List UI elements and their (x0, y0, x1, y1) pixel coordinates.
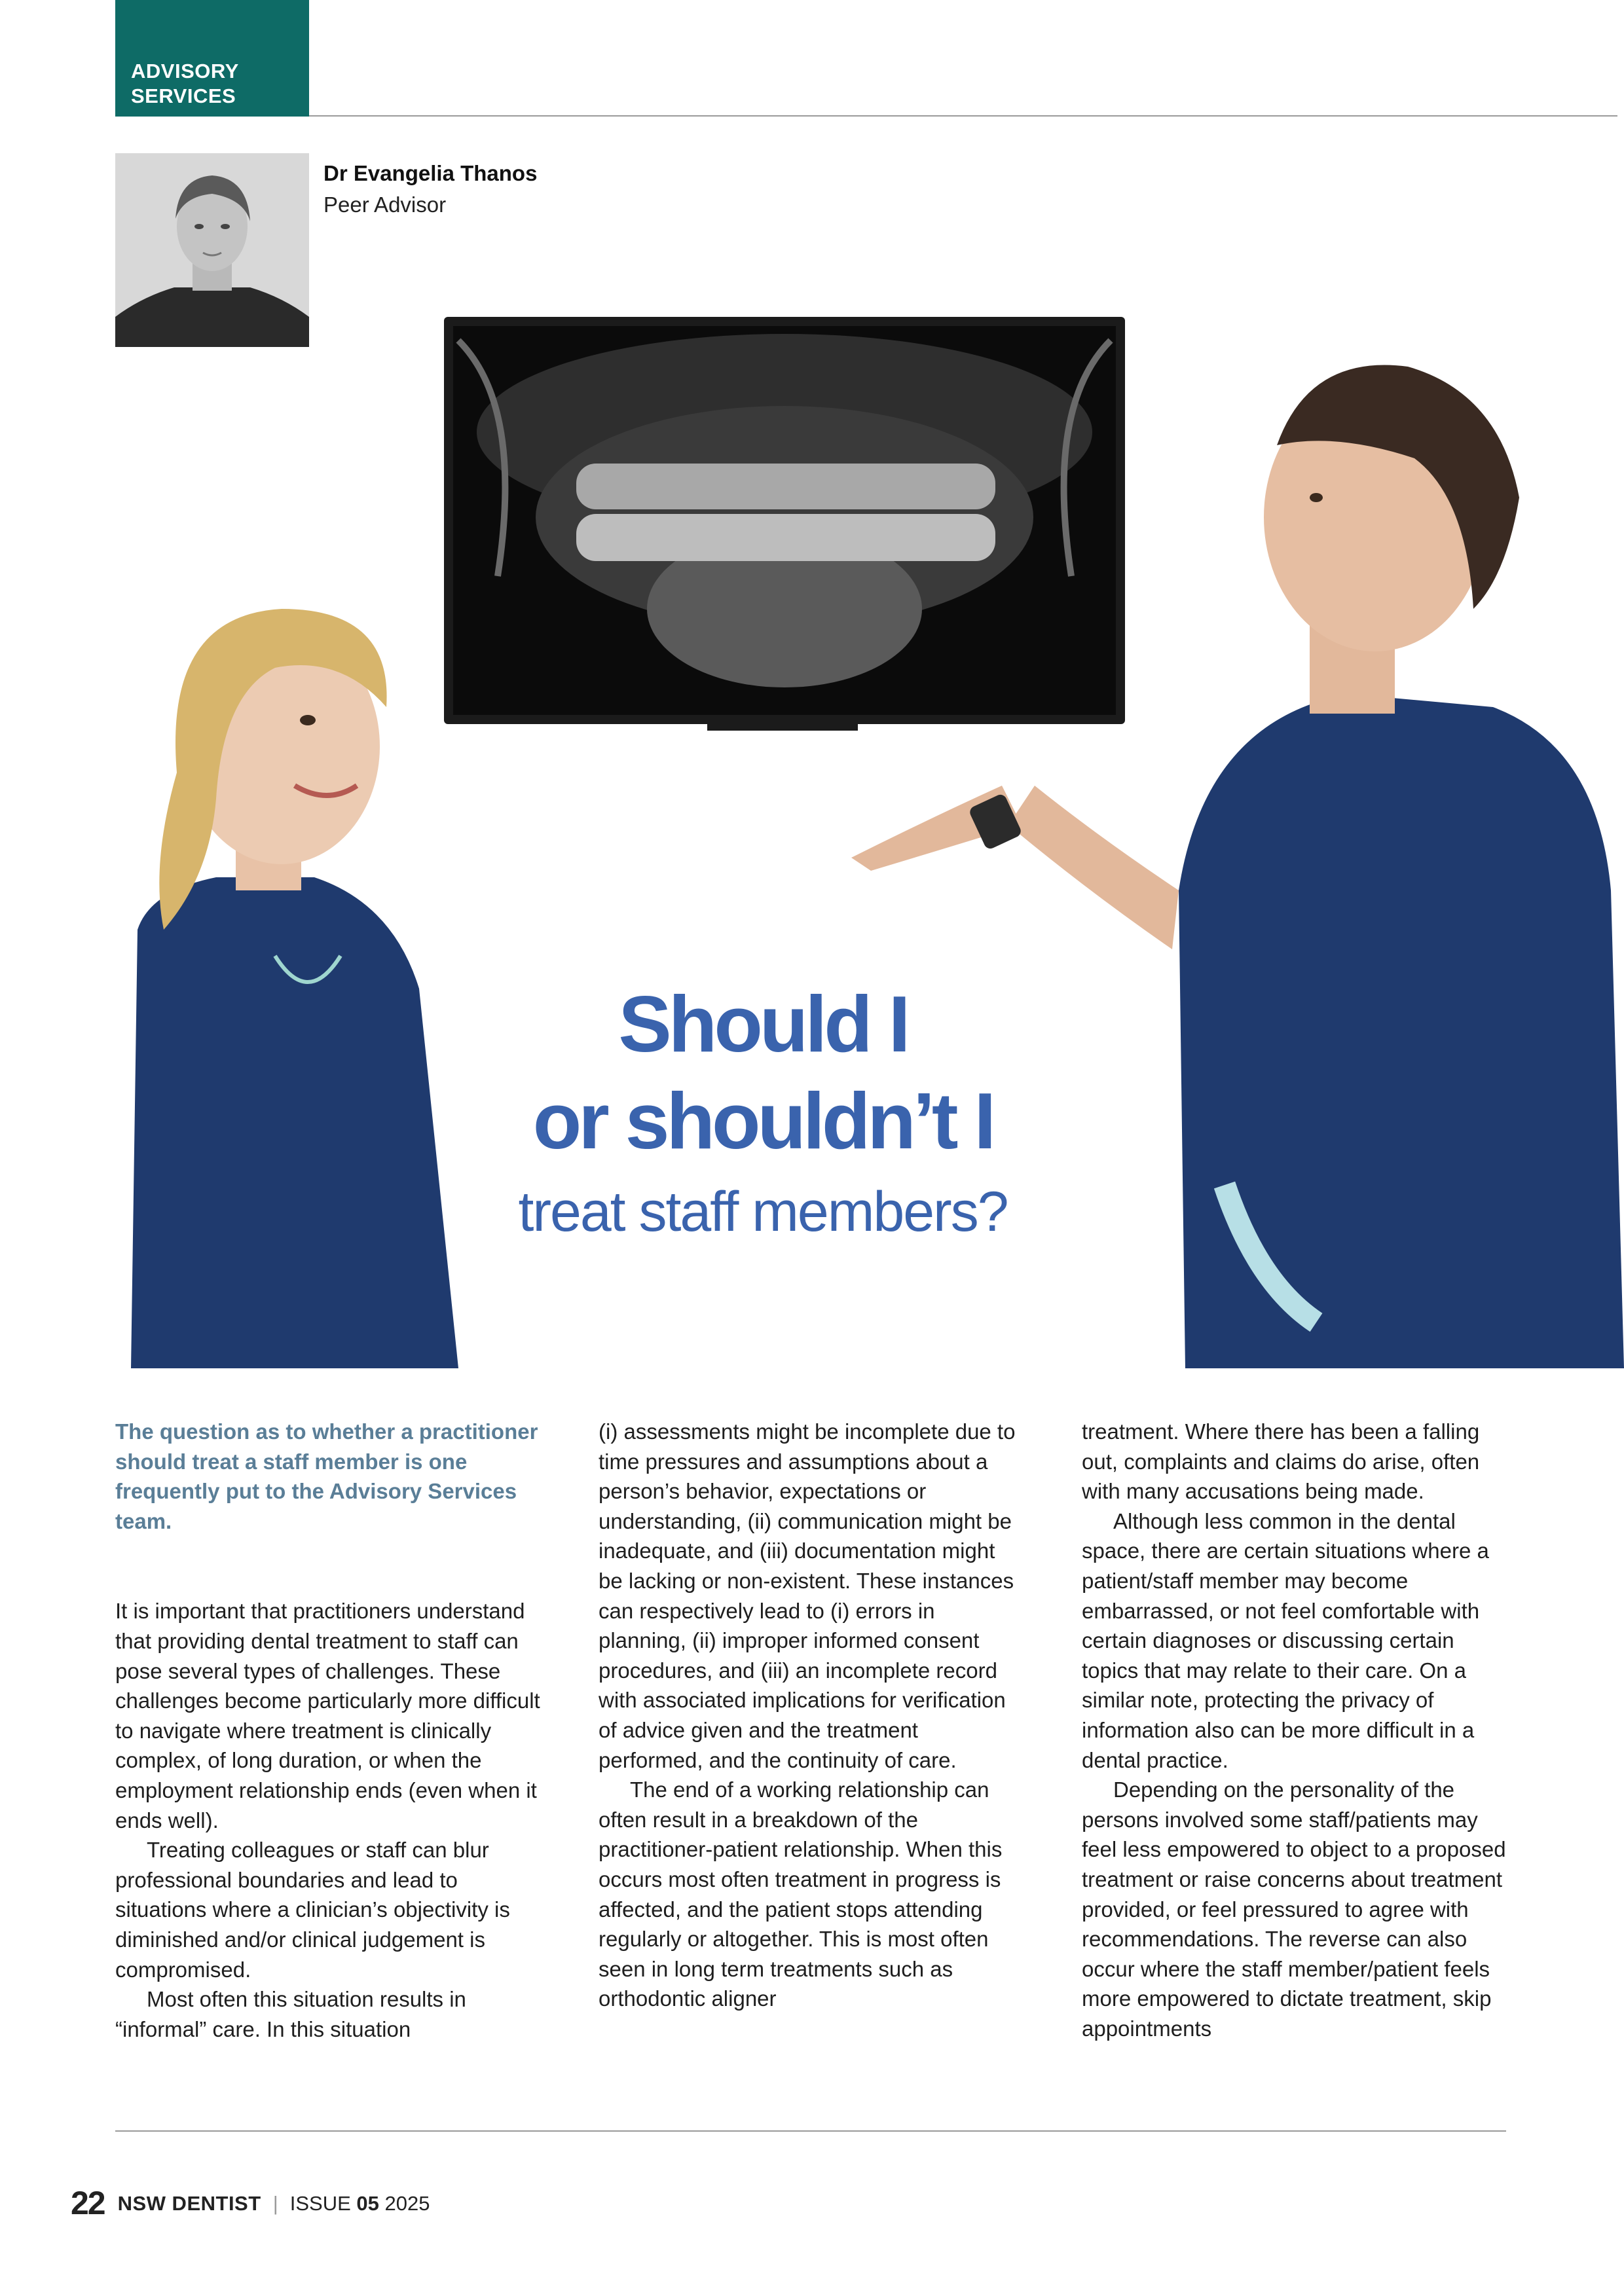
author-role: Peer Advisor (323, 192, 447, 217)
body-column-1 (115, 1417, 541, 2044)
xray-monitor (444, 317, 1125, 731)
body-paragraph: Most often this situation results in “informal” care. In this situation (115, 1987, 466, 2041)
issue-year: 2025 (384, 2192, 430, 2215)
header-rule (309, 115, 1617, 117)
standfirst: The question as to whether a practitioner should treat a staff member is one frequently put to the Advisory Services team. (115, 1419, 538, 1533)
body-paragraph: Although less common in the dental space, there are certain situations where a patient/staff member may become embarrassed, or not feel comfortable with certain diagnoses or discussing certain topics that may relate to their care. On a similar note, protecting the privacy of information also can be more difficult in a dental practice. (1082, 1508, 1489, 1772)
body-column-3 (1082, 1417, 1507, 2043)
article-headline (327, 975, 1198, 1254)
author-name: Dr Evangelia Thanos (323, 161, 538, 185)
section-label-line2: SERVICES (131, 84, 236, 107)
headline-subline: treat staff members? (518, 1180, 1008, 1243)
footer-separator: | (272, 2192, 278, 2215)
body-paragraph: It is important that practitioners understand that providing dental treatment to staff can pose several types of challenges. These challenges become particularly more difficult to navigate where treatment is clinically complex, of long duration, or when the employment relationship ends (even when it ends well). (115, 1599, 540, 1832)
issue-label: ISSUE (289, 2192, 351, 2215)
body-paragraph: Treating colleagues or staff can blur professional boundaries and lead to situations where a clinician’s objectivity is diminished and/or clinical judgement is compromised. (115, 1838, 510, 1982)
issue-number: 05 (356, 2192, 379, 2215)
body-paragraph: (i) assessments might be incomplete due to time pressures and assumptions about a person’s behavior, expectations or understanding, (ii) communication might be inadequate, and (iii) documentation might be lacking or non-existent. These instances can respectively lead to (i) errors in planning, (ii) improper informed consent procedures, and (iii) an incomplete record with associated implications for verification of advice given and the treatment performed, and the continuity of care. (599, 1419, 1016, 1772)
page-footer (71, 2184, 430, 2222)
body-paragraph: The end of a working relationship can often result in a breakdown of the practitioner-patient relationship. When this occurs most often treatment in progress is affected, and the patient stops attending regularly or altogether. This is most often seen in long term treatments such as orthodontic aligner (599, 1777, 1003, 2011)
headline-line1: Should I (618, 979, 908, 1068)
section-label-line1: ADVISORY (131, 60, 239, 82)
footer-rule (115, 2130, 1506, 2132)
magazine-name: NSW DENTIST (117, 2192, 261, 2215)
body-paragraph: treatment. Where there has been a falling out, complaints and claims do arise, often with many accusations being made. (1082, 1419, 1480, 1504)
body-paragraph: Depending on the personality of the persons involved some staff/patients may feel less empowered to object to a proposed treatment or raise concerns about treatment provided, or feel pressured to agree with recommendations. The reverse can also occur where the staff member/patient feels more empowered to dictate treatment, skip appointments (1082, 1777, 1506, 2041)
section-tab (115, 0, 309, 117)
headline-line2: or shouldn’t I (532, 1076, 993, 1165)
body-column-2 (599, 1417, 1024, 2014)
page-number: 22 (71, 2185, 105, 2221)
